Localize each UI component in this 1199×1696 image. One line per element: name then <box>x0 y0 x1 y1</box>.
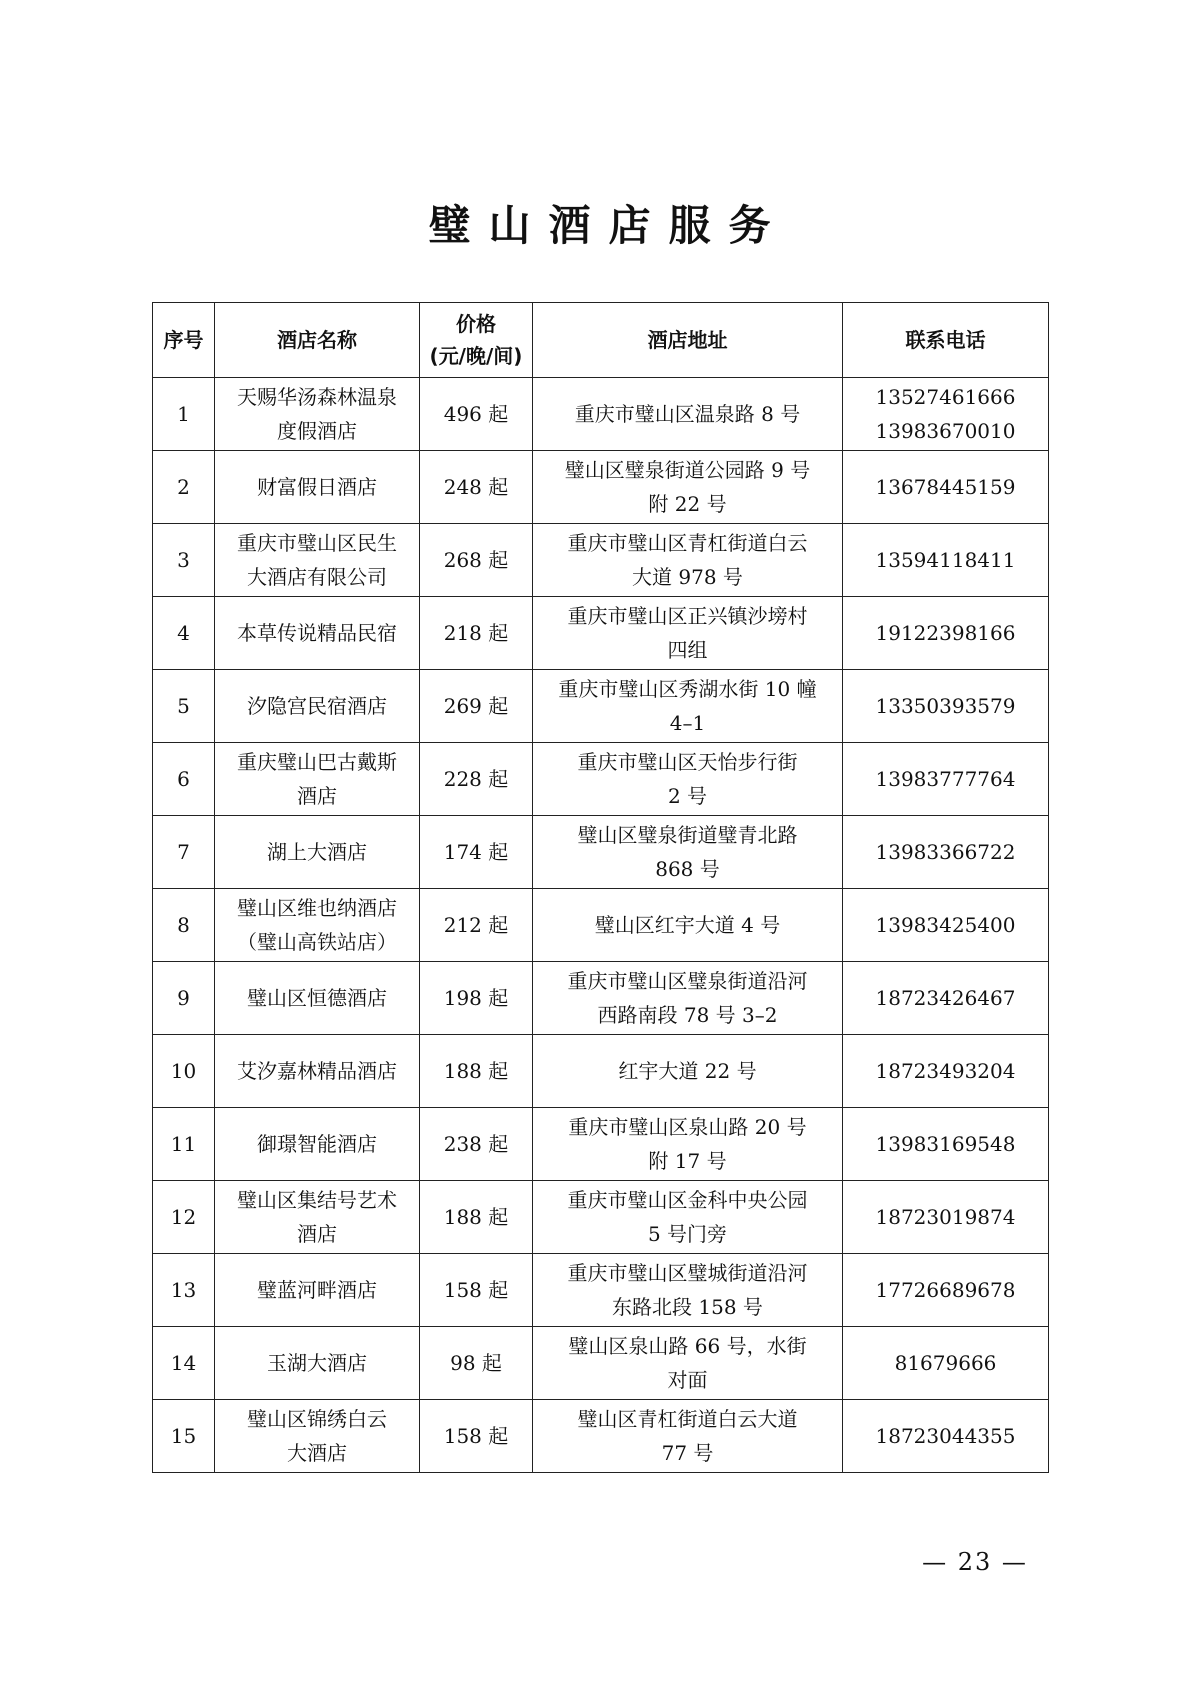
hotel-address-line: 2 号 <box>667 784 708 808</box>
hotel-price: 98 起 <box>420 1327 533 1400</box>
hotel-address-line: 重庆市璧山区青杠街道白云 <box>567 531 808 555</box>
table-row <box>153 962 1049 1035</box>
row-index: 5 <box>153 670 215 743</box>
hotel-phone <box>843 743 1049 816</box>
hotel-address-line: 重庆市璧山区泉山路 20 号 <box>568 1115 807 1139</box>
hotel-address <box>533 1327 843 1400</box>
hotel-phone <box>843 816 1049 889</box>
hotel-address <box>533 1035 843 1108</box>
hotel-name <box>215 524 420 597</box>
table-row <box>153 1327 1049 1400</box>
hotel-name-line: 天赐华汤森林温泉 <box>237 385 397 409</box>
hotel-phone <box>843 962 1049 1035</box>
hotel-address-line: 868 号 <box>655 857 720 881</box>
hotel-name-line: 酒店 <box>297 1222 337 1246</box>
hotel-table <box>152 302 1049 1473</box>
row-index: 8 <box>153 889 215 962</box>
hotel-phone-line: 13527461666 <box>875 385 1016 409</box>
table-row <box>153 743 1049 816</box>
header-index: 序号 <box>153 303 215 378</box>
hotel-phone-line: 81679666 <box>894 1351 997 1375</box>
hotel-address <box>533 962 843 1035</box>
hotel-phone-line: 18723493204 <box>875 1059 1016 1083</box>
hotel-name-line: 汐隐宫民宿酒店 <box>247 694 387 718</box>
hotel-address-line: 璧山区泉山路 66 号，水街 <box>568 1334 807 1358</box>
header-price <box>420 303 533 378</box>
hotel-name-line: （璧山高铁站店） <box>237 930 397 954</box>
hotel-price: 158 起 <box>420 1400 533 1473</box>
header-price-line2: (元/晚/间) <box>429 344 523 368</box>
table-row <box>153 670 1049 743</box>
header-phone: 联系电话 <box>843 303 1049 378</box>
table-row <box>153 597 1049 670</box>
hotel-phone-line: 13678445159 <box>875 475 1016 499</box>
hotel-address-line: 璧山区璧泉街道公园路 9 号 <box>564 458 811 482</box>
hotel-phone-line: 13983777764 <box>875 767 1016 791</box>
hotel-phone <box>843 451 1049 524</box>
hotel-phone-line: 13983366722 <box>875 840 1016 864</box>
hotel-address <box>533 743 843 816</box>
table-row <box>153 451 1049 524</box>
hotel-address-line: 重庆市璧山区金科中央公园 <box>567 1188 808 1212</box>
hotel-phone-line: 13983169548 <box>875 1132 1016 1156</box>
hotel-phone <box>843 889 1049 962</box>
hotel-phone <box>843 378 1049 451</box>
hotel-name-line: 御璟智能酒店 <box>257 1132 377 1156</box>
hotel-phone <box>843 670 1049 743</box>
hotel-address <box>533 378 843 451</box>
row-index: 4 <box>153 597 215 670</box>
row-index: 7 <box>153 816 215 889</box>
hotel-address <box>533 1108 843 1181</box>
hotel-name <box>215 743 420 816</box>
row-index: 12 <box>153 1181 215 1254</box>
hotel-phone-line: 13350393579 <box>875 694 1016 718</box>
hotel-name <box>215 1400 420 1473</box>
hotel-address <box>533 670 843 743</box>
hotel-address-line: 璧山区璧泉街道璧青北路 <box>577 823 798 847</box>
hotel-name-line: 酒店 <box>297 784 337 808</box>
hotel-name <box>215 378 420 451</box>
hotel-name-line: 财富假日酒店 <box>257 475 377 499</box>
hotel-name-line: 大酒店有限公司 <box>247 565 387 589</box>
hotel-address-line: 西路南段 78 号 3–2 <box>597 1003 778 1027</box>
hotel-phone <box>843 1035 1049 1108</box>
table-row <box>153 1400 1049 1473</box>
hotel-price: 188 起 <box>420 1181 533 1254</box>
hotel-phone <box>843 1327 1049 1400</box>
hotel-price: 174 起 <box>420 816 533 889</box>
row-index: 10 <box>153 1035 215 1108</box>
hotel-address <box>533 524 843 597</box>
row-index: 11 <box>153 1108 215 1181</box>
hotel-phone <box>843 1181 1049 1254</box>
hotel-name-line: 重庆市璧山区民生 <box>237 531 397 555</box>
hotel-price: 218 起 <box>420 597 533 670</box>
table-row <box>153 1254 1049 1327</box>
table-row <box>153 1108 1049 1181</box>
hotel-address <box>533 451 843 524</box>
hotel-address-line: 重庆市璧山区正兴镇沙塝村 <box>567 604 808 628</box>
hotel-address <box>533 816 843 889</box>
hotel-address <box>533 1181 843 1254</box>
hotel-phone-line: 13983425400 <box>875 913 1016 937</box>
hotel-price: 268 起 <box>420 524 533 597</box>
hotel-phone <box>843 1400 1049 1473</box>
hotel-name-line: 艾汐嘉林精品酒店 <box>237 1059 397 1083</box>
row-index: 13 <box>153 1254 215 1327</box>
row-index: 6 <box>153 743 215 816</box>
hotel-name-line: 璧蓝河畔酒店 <box>257 1278 377 1302</box>
row-index: 1 <box>153 378 215 451</box>
hotel-phone-line: 18723019874 <box>875 1205 1016 1229</box>
hotel-price: 212 起 <box>420 889 533 962</box>
hotel-price: 269 起 <box>420 670 533 743</box>
hotel-name <box>215 1181 420 1254</box>
hotel-address-line: 大道 978 号 <box>632 565 743 589</box>
hotel-phone-line: 13983670010 <box>875 419 1016 443</box>
hotel-phone <box>843 524 1049 597</box>
hotel-address-line: 5 号门旁 <box>647 1222 728 1246</box>
hotel-name <box>215 889 420 962</box>
hotel-address-line: 四组 <box>667 638 708 662</box>
hotel-address-line: 重庆市璧山区天怡步行街 <box>577 750 798 774</box>
hotel-address-line: 东路北段 158 号 <box>612 1295 763 1319</box>
hotel-address-line: 重庆市璧山区秀湖水街 10 幢 <box>558 677 817 701</box>
hotel-phone-line: 18723044355 <box>875 1424 1016 1448</box>
hotel-phone-line: 18723426467 <box>875 986 1016 1010</box>
hotel-address <box>533 1254 843 1327</box>
row-index: 2 <box>153 451 215 524</box>
hotel-name-line: 玉湖大酒店 <box>267 1351 367 1375</box>
hotel-price: 228 起 <box>420 743 533 816</box>
hotel-name <box>215 451 420 524</box>
hotel-name-line: 璧山区恒德酒店 <box>247 986 387 1010</box>
row-index: 14 <box>153 1327 215 1400</box>
hotel-address-line: 璧山区青杠街道白云大道 <box>577 1407 798 1431</box>
hotel-address <box>533 889 843 962</box>
hotel-address-line: 重庆市璧山区温泉路 8 号 <box>574 402 801 426</box>
hotel-address-line: 77 号 <box>661 1441 714 1465</box>
table-row <box>153 1181 1049 1254</box>
row-index: 9 <box>153 962 215 1035</box>
table-row <box>153 378 1049 451</box>
hotel-address-line: 璧山区红宇大道 4 号 <box>594 913 781 937</box>
hotel-address-line: 红宇大道 22 号 <box>618 1059 757 1083</box>
hotel-price: 496 起 <box>420 378 533 451</box>
hotel-address-line: 重庆市璧山区璧城街道沿河 <box>567 1261 808 1285</box>
hotel-price: 188 起 <box>420 1035 533 1108</box>
hotel-name <box>215 1254 420 1327</box>
row-index: 15 <box>153 1400 215 1473</box>
hotel-name-line: 大酒店 <box>287 1441 347 1465</box>
header-address: 酒店地址 <box>533 303 843 378</box>
hotel-phone-line: 17726689678 <box>875 1278 1016 1302</box>
hotel-name <box>215 670 420 743</box>
hotel-name-line: 本草传说精品民宿 <box>237 621 397 645</box>
hotel-address-line: 附 22 号 <box>648 492 727 516</box>
header-price-line1: 价格 <box>456 312 496 336</box>
hotel-address <box>533 1400 843 1473</box>
table-row <box>153 524 1049 597</box>
hotel-name-line: 度假酒店 <box>277 419 357 443</box>
hotel-name-line: 重庆璧山巴古戴斯 <box>237 750 397 774</box>
table-header-row <box>153 303 1049 378</box>
hotel-price: 158 起 <box>420 1254 533 1327</box>
hotel-price: 248 起 <box>420 451 533 524</box>
hotel-name <box>215 1327 420 1400</box>
hotel-address-line: 附 17 号 <box>648 1149 727 1173</box>
hotel-name <box>215 962 420 1035</box>
hotel-name <box>215 597 420 670</box>
hotel-phone <box>843 1108 1049 1181</box>
hotel-name-line: 湖上大酒店 <box>267 840 367 864</box>
hotel-phone <box>843 1254 1049 1327</box>
hotel-address-line: 4–1 <box>669 711 706 735</box>
hotel-price: 238 起 <box>420 1108 533 1181</box>
page-title: 璧山酒店服务 <box>428 201 789 250</box>
hotel-address-line: 对面 <box>667 1368 708 1392</box>
hotel-phone <box>843 597 1049 670</box>
hotel-name <box>215 1108 420 1181</box>
hotel-name-line: 璧山区集结号艺术 <box>237 1188 397 1212</box>
hotel-name-line: 璧山区维也纳酒店 <box>237 896 397 920</box>
hotel-address <box>533 597 843 670</box>
hotel-price: 198 起 <box>420 962 533 1035</box>
hotel-phone-line: 13594118411 <box>875 548 1016 572</box>
hotel-phone-line: 19122398166 <box>875 621 1016 645</box>
hotel-name <box>215 816 420 889</box>
page-number: — 23 — <box>922 1548 1028 1576</box>
table-body <box>153 378 1049 1473</box>
table-row <box>153 816 1049 889</box>
header-name: 酒店名称 <box>215 303 420 378</box>
hotel-address-line: 重庆市璧山区璧泉街道沿河 <box>567 969 808 993</box>
hotel-name <box>215 1035 420 1108</box>
hotel-name-line: 璧山区锦绣白云 <box>247 1407 387 1431</box>
table-row <box>153 889 1049 962</box>
table-row <box>153 1035 1049 1108</box>
row-index: 3 <box>153 524 215 597</box>
